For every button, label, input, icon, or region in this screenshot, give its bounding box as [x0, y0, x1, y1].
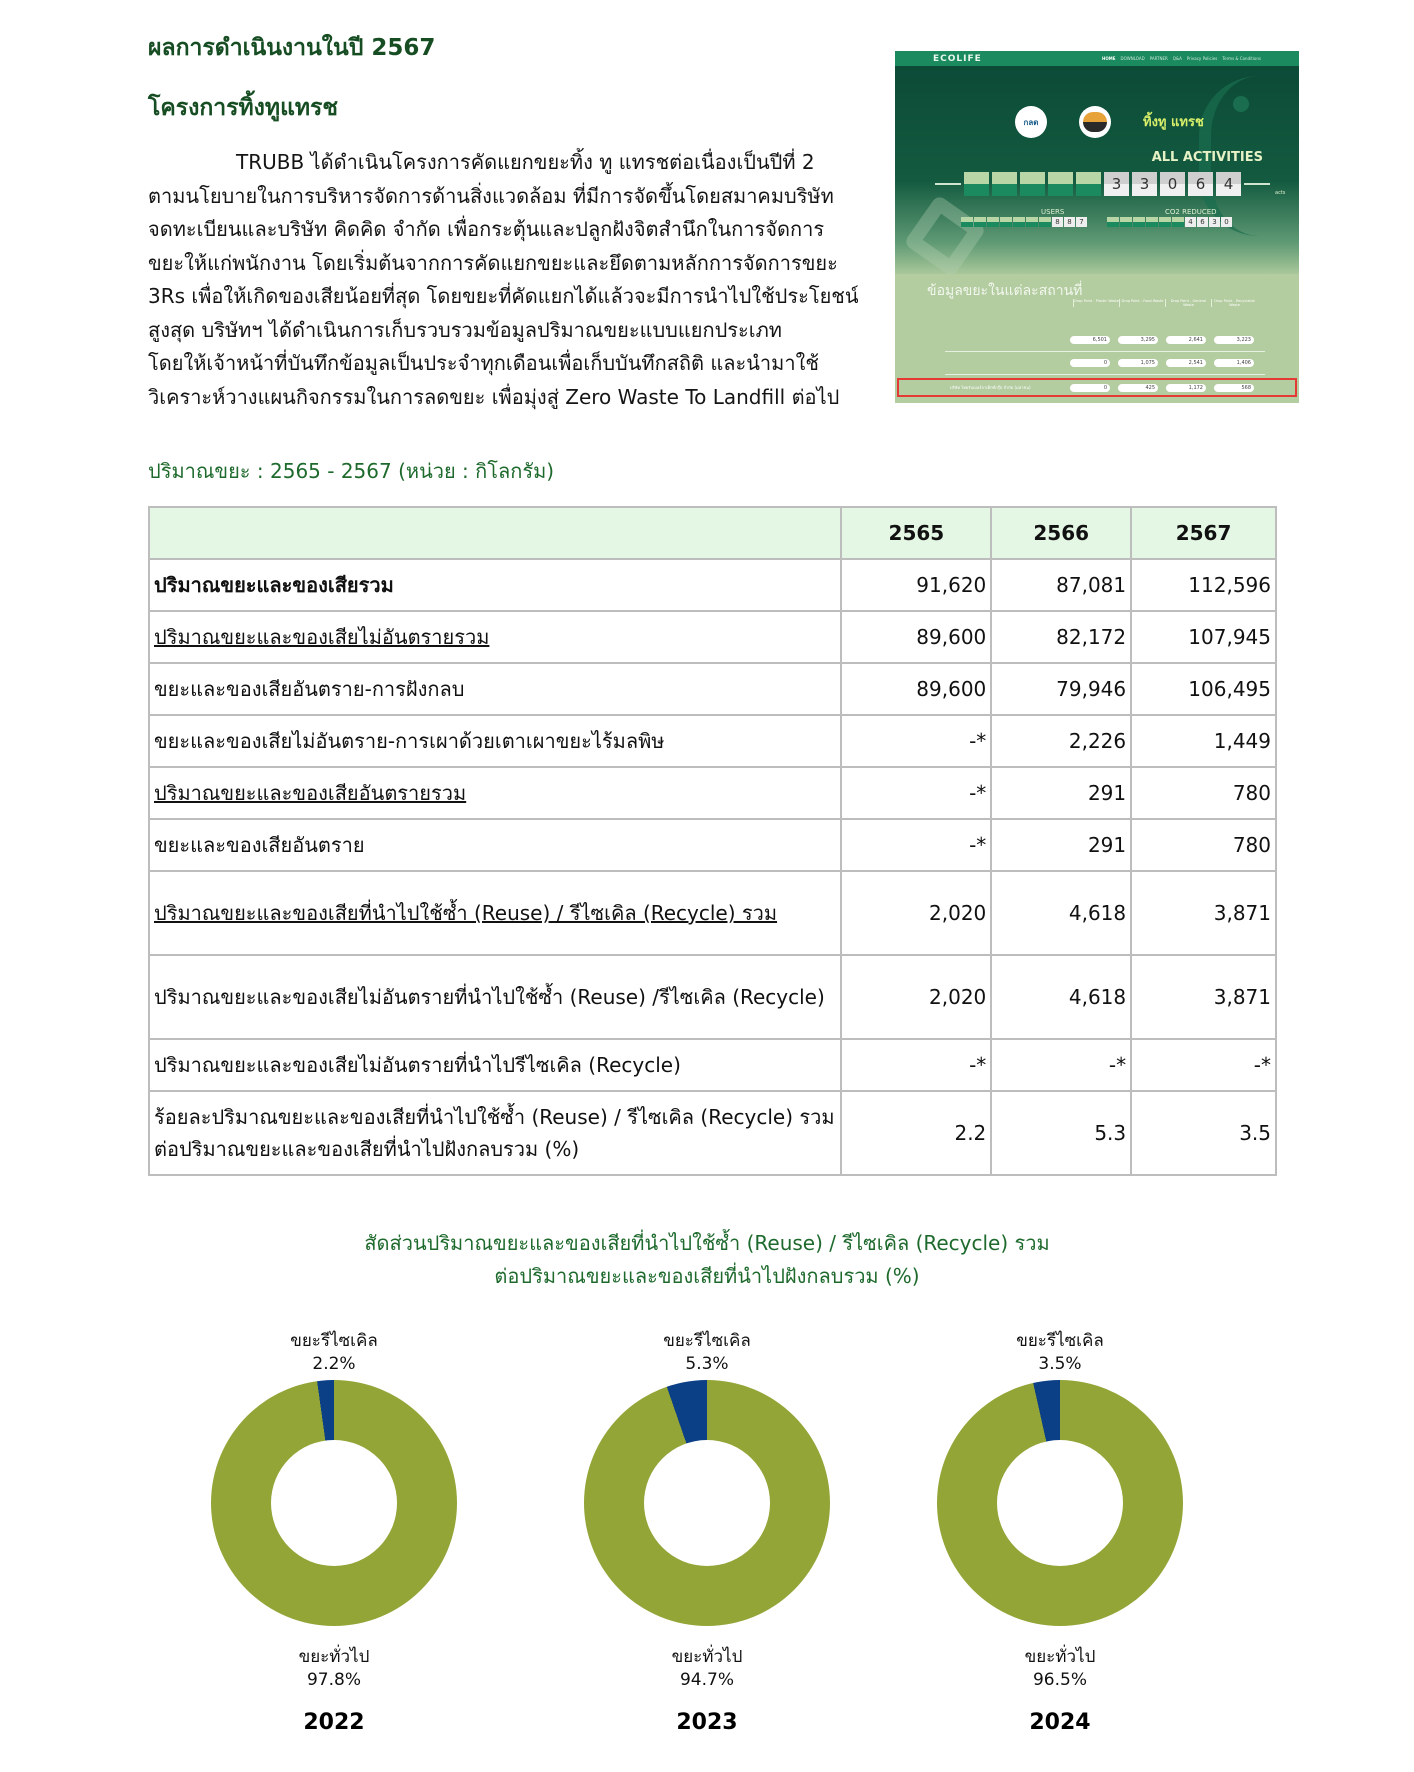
location-row	[1070, 336, 1254, 344]
row-label: ขยะและของเสียไม่อันตราย-การเผาด้วยเตาเผาขยะไร้มลพิษ	[149, 715, 841, 767]
table-row	[149, 1039, 1276, 1091]
cell-2565: 89,600	[841, 611, 991, 663]
sec-logo: กลต	[1015, 106, 1047, 138]
table-caption: ปริมาณขยะ : 2565 - 2567 (หน่วย : กิโลกรัม)	[148, 459, 555, 483]
ecolife-brand: ECOLIFE	[933, 53, 982, 64]
table-row	[149, 871, 1276, 955]
counter-digit: 3	[1209, 217, 1220, 227]
counter-digit: 0	[1160, 172, 1185, 196]
waste-table	[148, 506, 1277, 1176]
cell-2566: 2,226	[991, 715, 1131, 767]
general-label: ขยะทั่วไป	[1024, 1647, 1096, 1667]
value-pill: 2,641	[1166, 336, 1206, 344]
value-pill: 1,406	[1214, 359, 1254, 367]
table-row	[149, 559, 1276, 611]
header-year-2566: 2566	[991, 507, 1131, 559]
highlight-box	[897, 378, 1297, 397]
row-label: ร้อยละปริมาณขยะและของเสียที่นำไปใช้ซ้ำ (Reuse) / รีไซเคิล (Recycle) รวมต่อปริมาณขยะและของเสียที่นำไปฝังกลบรวม (%)	[149, 1091, 841, 1175]
cell-2565: 2,020	[841, 955, 991, 1039]
users-counter	[961, 217, 1087, 227]
nav-download: DOWNLOAD	[1120, 56, 1145, 61]
row-label: ปริมาณขยะและของเสียไม่อันตรายรวม	[154, 625, 490, 649]
nav-qa: Q&A	[1172, 56, 1182, 61]
table-row	[149, 663, 1276, 715]
chart-year: 2023	[676, 1710, 738, 1735]
partner-logos	[1015, 106, 1204, 138]
general-label: ขยะทั่วไป	[298, 1647, 370, 1667]
cell-2567: 780	[1131, 767, 1276, 819]
counter-blank	[1076, 172, 1101, 196]
table-row	[149, 767, 1276, 819]
page-title: ผลการดำเนินงานในปี 2567	[148, 35, 436, 61]
cell-2566: 79,946	[991, 663, 1131, 715]
general-percent: 96.5%	[1032, 1670, 1087, 1690]
value-pill: 3,295	[1118, 336, 1158, 344]
header-year-2565: 2565	[841, 507, 991, 559]
ting-to-trash-logo: ทิ้งทู แทรช	[1143, 114, 1204, 130]
counter-blank	[1026, 217, 1038, 227]
counter-blank	[1120, 217, 1132, 227]
row-label: ปริมาณขยะและของเสียไม่อันตรายที่นำไปรีไซเคิล (Recycle)	[149, 1039, 841, 1091]
cell-2565: -*	[841, 767, 991, 819]
donut-chart-2022	[204, 1330, 464, 1735]
recycle-label: ขยะรีไซเคิล	[663, 1331, 751, 1351]
column-header: Drop Point - Food Waste	[1119, 299, 1165, 307]
intro-line: ขยะให้แก่พนักงาน โดยเริ่มต้นจากการคัดแยกขยะและยึดตามหลักการจัดการขยะ	[148, 250, 838, 275]
column-header: Drop Point - Plastic Waste	[1073, 299, 1119, 307]
cell-2565: 2,020	[841, 871, 991, 955]
ecolife-hero	[895, 66, 1299, 274]
cell-2565: -*	[841, 819, 991, 871]
divider	[1244, 183, 1270, 185]
ecolife-nav-links	[1102, 56, 1261, 61]
counter-digit: 8	[1052, 217, 1063, 227]
counter-blank	[1133, 217, 1145, 227]
recycle-percent: 3.5%	[1038, 1354, 1082, 1374]
counter-blank	[974, 217, 986, 227]
cell-2566: 87,081	[991, 559, 1131, 611]
section-title: โครงการทิ้งทูแทรช	[148, 95, 339, 121]
intro-line: โดยให้เจ้าหน้าที่บันทึกข้อมูลเป็นประจำทุกเดือนเพื่อเก็บบันทึกสถิติ และนำมาใช้	[148, 351, 819, 375]
counter-blank	[1107, 217, 1119, 227]
cell-2566: 4,618	[991, 955, 1131, 1039]
value-pill: 425	[1118, 384, 1158, 392]
counter-blank	[1039, 217, 1051, 227]
table-row	[149, 955, 1276, 1039]
counter-digit: 8	[1064, 217, 1075, 227]
chart-title-line1: สัดส่วนปริมาณขยะและของเสียที่นำไปใช้ซ้ำ (Reuse) / รีไซเคิล (Recycle) รวม	[364, 1231, 1050, 1255]
nav-home: HOME	[1102, 56, 1116, 61]
counter-blank	[1048, 172, 1073, 196]
counter-digit: 7	[1076, 217, 1087, 227]
counter-blank	[1020, 172, 1045, 196]
value-pill: 0	[1070, 359, 1110, 367]
intro-line: 3Rs เพื่อให้เกิดของเสียน้อยที่สุด โดยขยะที่คัดแยกได้แล้วจะมีการนำไปใช้ประโยชน์	[148, 284, 859, 308]
general-percent: 94.7%	[679, 1670, 734, 1690]
value-pill: 3,223	[1214, 336, 1254, 344]
cell-2567: 780	[1131, 819, 1276, 871]
row-label-cell	[149, 611, 841, 663]
counter-blank	[961, 217, 973, 227]
location-data-columns	[1073, 299, 1257, 307]
ecolife-navbar	[895, 51, 1299, 66]
chart-title	[0, 1227, 1414, 1293]
cell-2566: 291	[991, 819, 1131, 871]
counter-blank	[1172, 217, 1184, 227]
cell-2567: 3,871	[1131, 955, 1276, 1039]
donut-chart-2024	[930, 1330, 1190, 1735]
value-pill: 1,172	[1166, 384, 1206, 392]
counter-digit: 4	[1216, 172, 1241, 196]
intro-line: จดทะเบียนและบริษัท คิดคิด จำกัด เพื่อกระตุ้นและปลูกฝังจิตสำนึกในการจัดการ	[148, 217, 825, 241]
counter-digit: 0	[1221, 217, 1232, 227]
co2-counter	[1107, 217, 1232, 227]
all-activities-counter	[935, 172, 1285, 196]
value-pill: 2,541	[1166, 359, 1206, 367]
acts-unit: acts	[1275, 190, 1286, 196]
intro-line: ตามนโยบายในการบริหารจัดการด้านสิ่งแวดล้อม ที่มีการจัดขึ้นโดยสมาคมบริษัท	[148, 183, 834, 208]
counter-digit: 6	[1188, 172, 1213, 196]
general-percent: 97.8%	[306, 1670, 361, 1690]
table-row	[149, 819, 1276, 871]
divider	[945, 374, 1265, 375]
cell-2565: -*	[841, 1039, 991, 1091]
table-row	[149, 1091, 1276, 1175]
row-label: ขยะและของเสียอันตราย	[149, 819, 841, 871]
cell-2565: -*	[841, 715, 991, 767]
ecolife-screenshot	[895, 51, 1299, 403]
counter-blank	[992, 172, 1017, 196]
donut-chart-2023	[577, 1330, 837, 1735]
location-data-title: ข้อมูลขยะในแต่ละสถานที่	[927, 283, 1083, 299]
divider	[945, 351, 1265, 352]
counter-digit: 3	[1104, 172, 1129, 196]
nav-terms: Terms & Conditions	[1222, 56, 1261, 61]
cell-2566: 4,618	[991, 871, 1131, 955]
value-pill: 1,075	[1118, 359, 1158, 367]
counter-blank	[987, 217, 999, 227]
divider	[935, 183, 961, 185]
association-logo	[1079, 106, 1111, 138]
nav-privacy: Privacy Policies	[1186, 56, 1218, 61]
table-header-row	[149, 507, 1276, 559]
location-row	[1070, 359, 1254, 367]
intro-paragraph	[148, 146, 888, 414]
column-header: Drop Point - General Waste	[1165, 299, 1211, 307]
cell-2566: 5.3	[991, 1091, 1131, 1175]
cell-2567: 3,871	[1131, 871, 1276, 955]
all-activities-label: ALL ACTIVITIES	[1151, 150, 1263, 165]
counter-blank	[1159, 217, 1171, 227]
fish-eye-icon	[1233, 96, 1249, 112]
counter-blank	[1013, 217, 1025, 227]
ecolife-location-data	[895, 274, 1299, 403]
row-label-cell	[149, 767, 841, 819]
donut-ring	[584, 1380, 830, 1626]
counter-blank	[964, 172, 989, 196]
cell-2567: 1,449	[1131, 715, 1276, 767]
counter-digit: 3	[1132, 172, 1157, 196]
users-label: USERS	[1041, 208, 1065, 216]
cell-2567: 106,495	[1131, 663, 1276, 715]
row-label: ปริมาณขยะและของเสียที่นำไปใช้ซ้ำ (Reuse) / รีไซเคิล (Recycle) รวม	[154, 901, 778, 925]
table-row	[149, 611, 1276, 663]
value-pill: 6,501	[1070, 336, 1110, 344]
cell-2565: 2.2	[841, 1091, 991, 1175]
cell-2567: 112,596	[1131, 559, 1276, 611]
cell-2565: 91,620	[841, 559, 991, 611]
highlighted-company-label: บริษัท ไทยรับเบอร์ลาเท็กซ์กรุ๊ป จำกัด (มหาชน)	[950, 385, 1031, 390]
counter-blank	[1000, 217, 1012, 227]
recycle-percent: 5.3%	[685, 1354, 729, 1374]
header-year-2567: 2567	[1131, 507, 1276, 559]
counter-digit: 6	[1197, 217, 1208, 227]
general-label: ขยะทั่วไป	[671, 1647, 743, 1667]
chart-year: 2022	[303, 1710, 365, 1735]
cell-2567: 3.5	[1131, 1091, 1276, 1175]
header-label	[149, 507, 841, 559]
row-label: ขยะและของเสียอันตราย-การฝังกลบ	[149, 663, 841, 715]
chart-year: 2024	[1029, 1710, 1091, 1735]
cell-2566: 291	[991, 767, 1131, 819]
cell-2565: 89,600	[841, 663, 991, 715]
recycle-label: ขยะรีไซเคิล	[290, 1331, 378, 1351]
co2-label: CO2 REDUCED	[1165, 208, 1217, 216]
intro-line: วิเคราะห์วางแผนกิจกรรมในการลดขยะ เพื่อมุ่งสู่ Zero Waste To Landfill ต่อไป	[148, 384, 840, 409]
cell-2567: -*	[1131, 1039, 1276, 1091]
column-header: Drop Point - Recyclable Waste	[1211, 299, 1257, 307]
row-label-cell	[149, 871, 841, 955]
counter-digit: 4	[1185, 217, 1196, 227]
row-label: ปริมาณขยะและของเสียรวม	[149, 559, 841, 611]
donut-ring	[937, 1380, 1183, 1626]
recycle-percent: 2.2%	[312, 1354, 356, 1374]
row-label: ปริมาณขยะและของเสียอันตรายรวม	[154, 781, 467, 805]
value-pill: 568	[1214, 384, 1254, 392]
cell-2566: -*	[991, 1039, 1131, 1091]
counter-blank	[1146, 217, 1158, 227]
nav-partner: PARTNER	[1149, 56, 1168, 61]
intro-line: สูงสุด บริษัทฯ ได้ดำเนินการเก็บรวบรวมข้อมูลปริมาณขยะแบบแยกประเภท	[148, 317, 782, 342]
value-pill: 0	[1070, 384, 1110, 392]
recycle-label: ขยะรีไซเคิล	[1016, 1331, 1104, 1351]
row-label: ปริมาณขยะและของเสียไม่อันตรายที่นำไปใช้ซ้ำ (Reuse) /รีไซเคิล (Recycle)	[149, 955, 841, 1039]
chart-title-line2: ต่อปริมาณขยะและของเสียที่นำไปฝังกลบรวม (%)	[494, 1264, 920, 1288]
cell-2567: 107,945	[1131, 611, 1276, 663]
recycle-icon	[903, 194, 987, 278]
table-row	[149, 715, 1276, 767]
intro-line: TRUBB ได้ดำเนินโครงการคัดแยกขยะทิ้ง ทู แทรชต่อเนื่องเป็นปีที่ 2	[236, 150, 815, 174]
donut-ring	[211, 1380, 457, 1626]
cell-2566: 82,172	[991, 611, 1131, 663]
